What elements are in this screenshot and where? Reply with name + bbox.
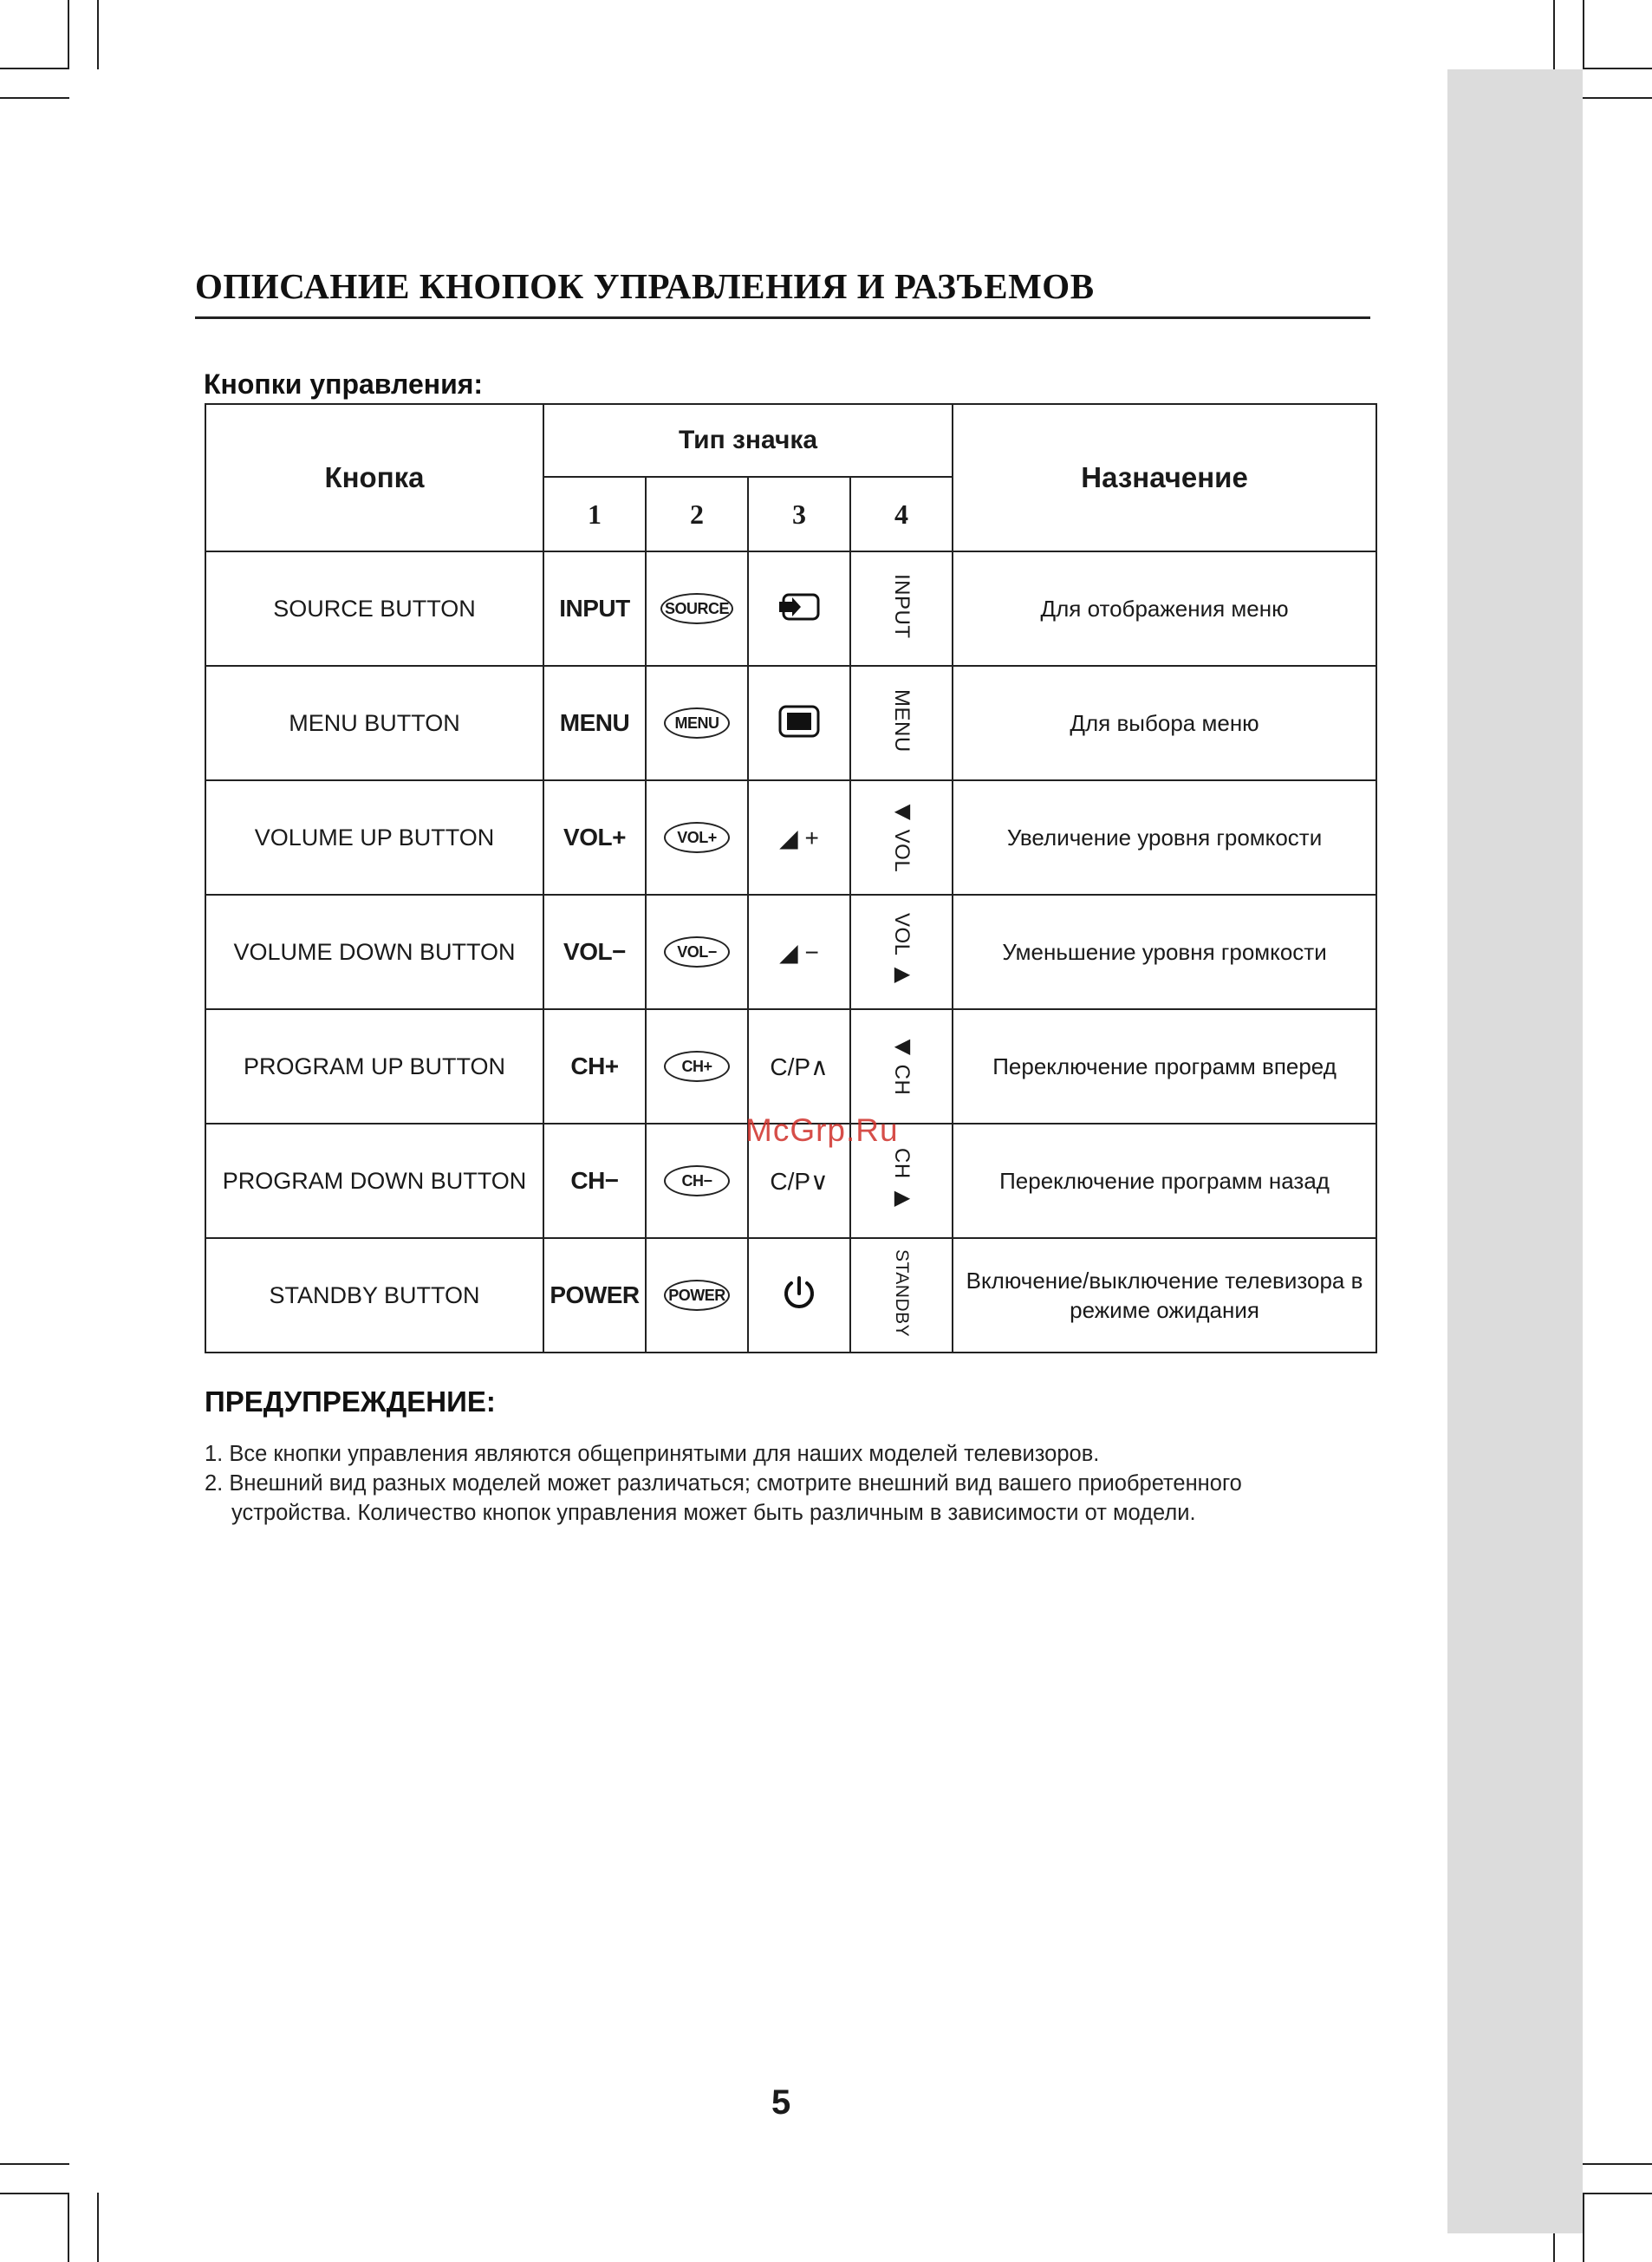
type2-pill: VOL−	[664, 936, 730, 968]
crop-mark	[1583, 2163, 1652, 2165]
header-type-1: 1	[543, 477, 646, 551]
type3-cell	[748, 666, 850, 780]
type2-pill: POWER	[664, 1280, 730, 1311]
type1-label: VOL−	[543, 895, 646, 1009]
type4-vertical-label: STANDBY	[892, 1248, 913, 1338]
crop-mark	[0, 2163, 69, 2165]
warning-item-2: 2. Внешний вид разных моделей может различаться; смотрите внешний вид вашего приобретенного	[205, 1471, 1242, 1496]
crop-mark	[0, 97, 69, 99]
crop-mark	[97, 2193, 99, 2262]
type1-label: VOL+	[543, 780, 646, 895]
section-subtitle: Кнопки управления:	[204, 368, 484, 400]
page-title: ОПИСАНИЕ КНОПОК УПРАВЛЕНИЯ И РАЗЪЕМОВ	[195, 266, 1095, 306]
menu-screen-icon	[777, 704, 822, 739]
crop-mark	[97, 0, 99, 69]
warning-item-1: 1. Все кнопки управления являются общепринятыми для наших моделей телевизоров.	[205, 1442, 1100, 1466]
side-band	[1447, 69, 1583, 2233]
type2-pill: CH+	[664, 1051, 730, 1082]
program-up-symbol: C/P∧	[748, 1009, 850, 1124]
crop-mark	[1583, 0, 1584, 69]
type2-cell	[646, 1009, 748, 1124]
header-purpose: Назначение	[953, 404, 1376, 551]
purpose-text: Для выбора меню	[953, 666, 1376, 780]
type2-cell	[646, 895, 748, 1009]
type2-pill: VOL+	[664, 822, 730, 853]
table-row	[205, 666, 1376, 780]
volume-up-symbol: ◢ +	[748, 780, 850, 895]
table-row	[205, 1009, 1376, 1124]
type4-vertical-label: MENU	[890, 689, 914, 753]
button-name: SOURCE BUTTON	[205, 551, 543, 666]
type2-cell	[646, 551, 748, 666]
button-name: VOLUME UP BUTTON	[205, 780, 543, 895]
crop-mark	[0, 68, 69, 69]
crop-mark	[1583, 97, 1652, 99]
button-name: PROGRAM UP BUTTON	[205, 1009, 543, 1124]
table-row	[205, 780, 1376, 895]
warning-item-2-cont: устройства. Количество кнопок управления может быть различным в зависимости от модели.	[231, 1501, 1196, 1525]
purpose-text: Уменьшение уровня громкости	[953, 895, 1376, 1009]
input-source-icon	[777, 590, 822, 624]
type2-cell	[646, 1238, 748, 1353]
type4-cell	[850, 551, 953, 666]
type1-label: CH−	[543, 1124, 646, 1238]
type2-pill: MENU	[664, 707, 730, 739]
program-down-symbol: C/P∨	[748, 1124, 850, 1238]
purpose-text: Переключение программ назад	[953, 1124, 1376, 1238]
type4-vertical-label: ◀ VOL	[890, 798, 914, 873]
type4-cell	[850, 1238, 953, 1353]
header-type-3: 3	[748, 477, 850, 551]
power-icon	[779, 1274, 819, 1314]
page-number: 5	[771, 2083, 791, 2122]
type4-cell	[850, 1009, 953, 1124]
crop-mark	[1553, 0, 1555, 69]
type4-vertical-label: INPUT	[890, 574, 914, 639]
purpose-text: Увеличение уровня громкости	[953, 780, 1376, 895]
header-type-4: 4	[850, 477, 953, 551]
button-name: MENU BUTTON	[205, 666, 543, 780]
type1-label: INPUT	[543, 551, 646, 666]
type4-cell	[850, 895, 953, 1009]
button-name: VOLUME DOWN BUTTON	[205, 895, 543, 1009]
volume-down-symbol: ◢ −	[748, 895, 850, 1009]
button-name: PROGRAM DOWN BUTTON	[205, 1124, 543, 1238]
type4-cell	[850, 666, 953, 780]
table-row	[205, 895, 1376, 1009]
crop-mark	[0, 2193, 69, 2194]
crop-mark	[68, 0, 69, 69]
type4-vertical-label: VOL ▶	[890, 913, 914, 987]
crop-mark	[1583, 2193, 1584, 2262]
type2-pill: SOURCE	[660, 593, 733, 624]
type2-cell	[646, 780, 748, 895]
type1-label: MENU	[543, 666, 646, 780]
type2-pill: CH−	[664, 1165, 730, 1196]
type1-label: CH+	[543, 1009, 646, 1124]
purpose-text: Для отображения меню	[953, 551, 1376, 666]
crop-mark	[1583, 68, 1652, 69]
type3-cell	[748, 1238, 850, 1353]
watermark: McGrp.Ru	[745, 1112, 899, 1148]
controls-table	[205, 403, 1377, 1353]
type4-vertical-label: ◀ CH	[890, 1033, 914, 1096]
type3-cell	[748, 551, 850, 666]
header-button: Кнопка	[205, 404, 543, 551]
table-row	[205, 551, 1376, 666]
purpose-text: Переключение программ вперед	[953, 1009, 1376, 1124]
purpose-text: Включение/выключение телевизора в режиме ожидания	[953, 1238, 1376, 1353]
type4-cell	[850, 780, 953, 895]
crop-mark	[68, 2193, 69, 2262]
type2-cell	[646, 1124, 748, 1238]
title-rule	[195, 316, 1370, 319]
type1-label: POWER	[543, 1238, 646, 1353]
crop-mark	[1583, 2193, 1652, 2194]
type2-cell	[646, 666, 748, 780]
header-type-2: 2	[646, 477, 748, 551]
table-row	[205, 1238, 1376, 1353]
warning-title: ПРЕДУПРЕЖДЕНИЕ:	[205, 1385, 496, 1418]
button-name: STANDBY BUTTON	[205, 1238, 543, 1353]
type4-vertical-label: CH ▶	[890, 1147, 914, 1210]
header-icon-type: Тип значка	[543, 404, 953, 477]
